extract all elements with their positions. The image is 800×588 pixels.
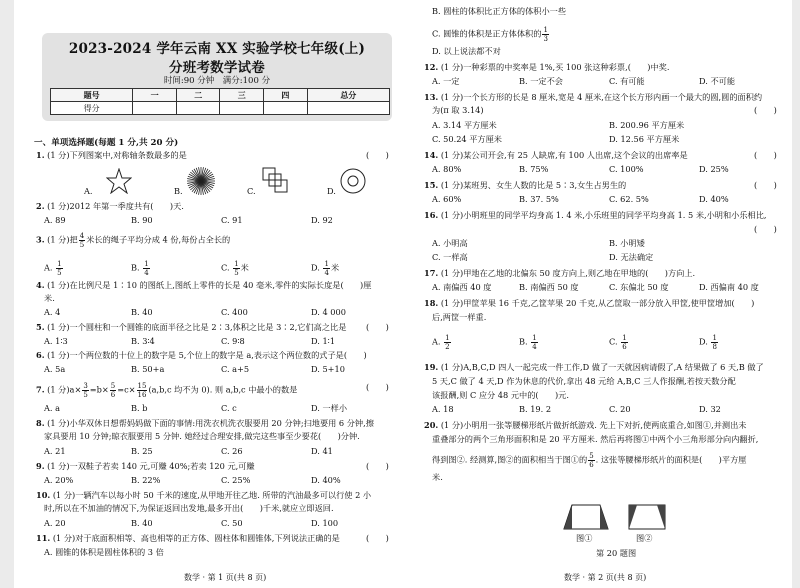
question-text-cont: 米. (44, 293, 55, 303)
question-text-cont: 得到图②. 经测算,图②的面积相当于图①的 $\frac{5}{6}$ . 这张等腰梯形纸片的面积是( )平方厘 (432, 452, 747, 469)
option-d: D. 40% (699, 194, 729, 204)
option-d: D. 无法确定 (609, 252, 654, 262)
option-b: B. 25 (131, 446, 153, 456)
option-b: B. $\frac{1}{4}$ (131, 260, 149, 277)
table-cell: 得分 (51, 102, 133, 115)
option-d: D. 不可能 (699, 76, 736, 86)
option-b: B. (174, 186, 183, 196)
option-d: D. 25% (699, 164, 729, 174)
question-text-cont: 为(π 取 3.14) (432, 105, 484, 115)
option-b: B. 90 (131, 215, 153, 225)
table-cell: 二 (176, 89, 220, 102)
question-9: 9. (1 分)一双鞋子若卖 140 元,可赚 40%;若卖 120 元,可赚 (36, 461, 255, 471)
question-text-cont: 该报酬,则 C 应分 48 元中的( )元. (432, 390, 569, 400)
exam-title: 2023-2024 学年云南 XX 实验学校七年级(上) (68, 41, 366, 57)
question-number: 1. (36, 150, 45, 160)
option-a: A. 1∶3 (44, 336, 68, 346)
option-b: B. 37. 5% (519, 194, 559, 204)
question-text-cont: 重叠部分的两个三角形面积和是 20 平方厘米. 然后再将图①中两个小三角形部分向内翻折, (432, 434, 759, 444)
star-icon (106, 168, 132, 194)
option-b: B. 3∶4 (131, 336, 155, 346)
option-c: C. a+5 (221, 364, 250, 374)
table-cell: 总分 (307, 89, 389, 102)
question-text-cont: 5 天,C 做了 4 天,D 作为休息的代价,拿出 48 元给 A,B,C 三人作报酬,若按天数分配 (432, 376, 736, 386)
exam-time-score: 时间:90 分钟 满分:100 分 (163, 76, 271, 86)
option-c: C. 圆锥的体积是正方体体积的 $\frac{1}{3}$ (432, 26, 548, 43)
question-5: 5. (1 分)一个圆柱和一个圆锥的底面半径之比是 2∶3,体积之比是 3∶2,它们高之比是 (36, 322, 347, 332)
option-b: B. 一定不会 (519, 76, 563, 86)
question-text-cont: 时,所以在不加油的情况下,为保证返回出发地,最多开出( )千米,就应立即返回. (44, 503, 334, 513)
section-heading: 一、单项选择题(每题 1 分,共 20 分) (34, 138, 179, 148)
figure-1-folded-trapezoid (558, 495, 614, 531)
figure-2-refolded-trapezoid (619, 495, 675, 531)
answer-blank[interactable]: ( ) (366, 533, 389, 543)
option-b: B. 小明矮 (609, 238, 645, 248)
figure-1-label: 图① (576, 533, 593, 543)
option-d: D. 4 000 (311, 307, 346, 317)
figure-2-label: 图② (636, 533, 653, 543)
question-14: 14. (1 分)某公司开会,有 25 人缺席,有 100 人出席,这个会议的出席率是 (424, 150, 688, 160)
option-d: D. 40% (311, 475, 341, 485)
option-d: D. 12.56 平方厘米 (609, 134, 680, 144)
answer-blank[interactable]: ( ) (366, 322, 389, 332)
option-c: C. 有可能 (609, 76, 645, 86)
option-c: C. (247, 186, 256, 196)
question-20: 20. (1 分)小明用一张等腰梯形纸片做折纸游戏. 先上下对折,使两底重合,如图①,并测出未 (424, 420, 747, 430)
option-c: C. 50 (221, 518, 243, 528)
answer-blank[interactable]: ( ) (754, 105, 777, 115)
option-c: C. 东偏北 50 度 (609, 282, 669, 292)
option-b: B. 19. 2 (519, 404, 552, 414)
option-c: C. 50.24 平方厘米 (432, 134, 502, 144)
option-c: C. 9∶8 (221, 336, 245, 346)
option-d: D. 92 (311, 215, 333, 225)
option-a: A. 18 (432, 404, 454, 414)
option-b: B. 40 (131, 518, 153, 528)
option-a: A. $\frac{1}{2}$ (432, 334, 450, 351)
table-cell: 题号 (51, 89, 133, 102)
option-b: B. 40 (131, 307, 153, 317)
option-a: A. 4 (44, 307, 61, 317)
question-3: 3. (1 分)把 $\frac{4}{5}$ 米长的绳子平均分成 4 份,每份占全长的 (36, 232, 231, 249)
table-cell[interactable] (133, 102, 177, 115)
answer-blank[interactable]: ( ) (366, 150, 389, 160)
question-17: 17. (1 分)甲地在乙地的北偏东 50 度方向上,则乙地在甲地的( )方向上. (424, 268, 696, 278)
option-d: D. 5+10 (311, 364, 345, 374)
answer-blank[interactable]: ( ) (366, 382, 389, 392)
question-text-cont: 家具要用 10 分钟;晾衣服要用 5 分钟. 她经过合理安排,做完这些事至少要花( )分钟. (44, 431, 360, 441)
option-a: A. 60% (432, 194, 462, 204)
option-d: D. 41 (311, 446, 333, 456)
table-cell: 一 (133, 89, 177, 102)
page-footer-right: 数学 · 第 2 页(共 8 页) (564, 573, 647, 582)
option-d: D. 一样小 (311, 403, 348, 413)
figure-caption: 第 20 题图 (596, 548, 637, 558)
question-15: 15. (1 分)某班男、女生人数的比是 5∶3,女生占男生的 (424, 180, 627, 190)
option-a: A. 20% (44, 475, 74, 485)
option-a: A. 5a (44, 364, 66, 374)
question-13: 13. (1 分)一个长方形的长是 8 厘米,宽是 4 厘米,在这个长方形内画一个最大的圆,圆的面积约 (424, 92, 763, 102)
option-a: A. 20 (44, 518, 66, 528)
question-1 (36, 150, 187, 160)
option-a: A. 80% (432, 164, 462, 174)
table-cell[interactable] (220, 102, 264, 115)
question-16: 16. (1 分)小明班里的同学平均身高 1. 4 米,小乐班里的同学平均身高 1. 5 米,小明和小乐相比, (424, 210, 767, 220)
option-b: B. 75% (519, 164, 549, 174)
question-12: 12. (1 分)一种彩票的中奖率是 1%,买 100 张这种彩票,( )中奖. (424, 62, 670, 72)
answer-blank[interactable]: ( ) (366, 461, 389, 471)
option-b: B. 南偏西 50 度 (519, 282, 579, 292)
question-4: 4. (1 分)在比例尺是 1∶10 的图纸上,图纸上零件的长是 40 毫米,零件的实际长度是( )厘 (36, 280, 372, 290)
table-cell: 四 (264, 89, 308, 102)
overlapping-squares-icon (261, 166, 289, 194)
option-c: C. 一样高 (432, 252, 468, 262)
option-d: D. 100 (311, 518, 339, 528)
exam-sheet (14, 0, 792, 588)
exam-subject-title: 分班考数学试卷 (169, 60, 265, 76)
option-b: B. $\frac{1}{4}$ (519, 334, 537, 351)
question-text: (1 分)下列图案中,对称轴条数最多的是 (47, 150, 187, 160)
option-a: A. 3.14 平方厘米 (432, 120, 497, 130)
question-8: 8. (1 分)小华双休日想帮妈妈做下面的事情:用洗衣机洗衣服要用 20 分钟;扫地要用 6 分钟,擦 (36, 418, 374, 428)
question-11: 11. (1 分)对于底面积相等、高也相等的正方体、圆柱体和圆锥体,下列说法正确的是 (36, 533, 340, 543)
option-a: A. 一定 (432, 76, 460, 86)
option-b: B. 22% (131, 475, 161, 485)
question-text-cont: 后,两筐一样重. (432, 312, 487, 322)
option-c: C. c (221, 403, 237, 413)
answer-blank[interactable]: ( ) (754, 150, 777, 160)
option-a: A. 小明高 (432, 238, 468, 248)
option-a: A. 21 (44, 446, 66, 456)
option-c: C. 20 (609, 404, 631, 414)
option-c: C. $\frac{1}{6}$ (609, 334, 627, 351)
option-a: A. 圆锥的体积是圆柱体积的 3 倍 (44, 547, 164, 557)
option-a: A. $\frac{1}{5}$ (44, 260, 62, 277)
option-d: D. 西偏南 40 度 (699, 282, 759, 292)
option-b: B. 200.96 平方厘米 (609, 120, 685, 130)
question-10: 10. (1 分)一辆汽车以每小时 50 千米的速度,从甲地开往乙地. 所带的汽油最多可以行使 2 小 (36, 490, 372, 500)
option-a: A. a (44, 403, 60, 413)
answer-blank[interactable]: ( ) (754, 224, 777, 234)
table-cell[interactable] (176, 102, 220, 115)
ring-icon (339, 167, 367, 195)
question-18: 18. (1 分)甲筐苹果 16 千克,乙筐苹果 20 千克,从乙筐取一部分放入甲筐,使甲筐增加( ) (424, 298, 755, 308)
option-c: C. 91 (221, 215, 243, 225)
table-cell: 三 (220, 89, 264, 102)
answer-blank[interactable]: ( ) (754, 180, 777, 190)
option-d: D. 以上说法都不对 (432, 46, 501, 56)
option-c: C. $\frac{1}{5}$ 米 (221, 260, 249, 277)
option-c: C. 400 (221, 307, 248, 317)
question-19: 19. (1 分)A,B,C,D 四人一起完成一件工作,D 做了一天就因病请假了,A 结果做了 6 天,B 做了 (424, 362, 764, 372)
score-table (50, 88, 390, 115)
option-d: D. 32 (699, 404, 721, 414)
option-b: B. b (131, 403, 148, 413)
option-a: A. (84, 186, 93, 196)
question-2: 2. (1 分)2012 年第一季度共有( )天. (36, 201, 184, 211)
table-cell[interactable] (264, 102, 308, 115)
option-d: D. $\frac{1}{4}$ 米 (311, 260, 340, 277)
question-text-cont: 米. (432, 472, 443, 482)
option-b: B. 50+a (131, 364, 165, 374)
score-table-header-row (51, 89, 390, 102)
option-b: B. 圆柱的体积比正方体的体积小一些 (432, 6, 567, 16)
option-d: D. 1∶1 (311, 336, 336, 346)
option-a: A. 南偏西 40 度 (432, 282, 492, 292)
option-c: C. 25% (221, 475, 251, 485)
sunburst-icon (186, 166, 216, 196)
question-7: 7. (1 分)a× $\frac{3}{5}$ =b× $\frac{5}{6}$ =c× $\frac{15}{16}$ (a,b,c 均不为 0). 则 a,b,c 中最小的数是 (36, 382, 298, 399)
option-c: C. 26 (221, 446, 243, 456)
option-d: D. $\frac{1}{8}$ (699, 334, 717, 351)
table-cell[interactable] (307, 102, 389, 115)
option-d: D. (327, 186, 336, 196)
option-c: C. 62. 5% (609, 194, 649, 204)
question-6: 6. (1 分)一个两位数的十位上的数字是 5,个位上的数字是 a,表示这个两位数的式子是( ) (36, 350, 367, 360)
option-c: C. 100% (609, 164, 644, 174)
score-table-score-row (51, 102, 390, 115)
option-a: A. 89 (44, 215, 66, 225)
page-footer-left: 数学 · 第 1 页(共 8 页) (184, 573, 267, 582)
